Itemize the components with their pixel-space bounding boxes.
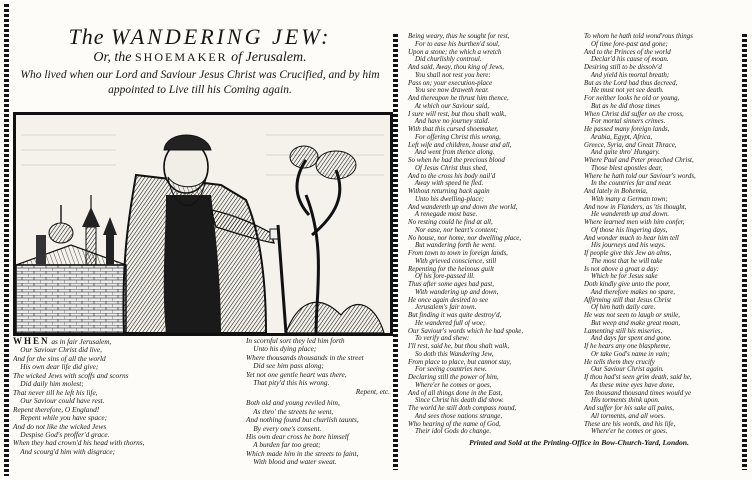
woodcut-illustration xyxy=(13,112,393,336)
ballad-subtitle xyxy=(14,49,386,66)
subtitle-prefix: Or, the xyxy=(93,50,135,65)
right-column-rule xyxy=(742,34,747,470)
ballad-description: Who lived when our Lord and Saviour Jesus Christ was Crucified, and by him appointed to Live till his Coming again. xyxy=(20,69,380,96)
title-caps: WANDERING JEW: xyxy=(111,24,332,49)
repent-refrain: Repent, etc. xyxy=(355,386,390,396)
right-column-1: Being weary, thus he sought for rest, For to ease his burthen'd soul, Upon a stone; the which a wretch Did churlishly controul. And said, Away, thou king of Jews, You shall not rest you here: Pass on; your execution-place You see now draweth near. And thereupon he thrust him thence, At which our Saviour said, I sure will rest, but thou shalt walk, And have no journey staid. With that this cursed shoemaker, For offering Christ this wrong, Left wife and children, house and all, And went from thence along. So when he had the precious blood Of Jesus Christ thus shed, And to the cross his body nail'd Away with speed he fled. Without returning back again Unto his dwelling-place; And wandereth up and down the world, A renegade most base. No resting could he find at all, Nor ease, nor heart's content; No house, nor home, nor dwelling place, But wandering forth he went. From town to town in foreign lands, With grieved conscience, still Repenting for the heinous guilt Of his fore-passed ill. Thus after some ages had past, With wandering up and down, He once again desired to see Jerusalem's fair town. But finding it was quite destroy'd, He wandered full of woe; Our Saviour's words which he had spoke, To verify and shew: I'll rest, said he, but thou shalt walk, So doth this Wandering Jew, From place to place, but cannot stay, For seeing countries new. Declaring still the power of him, Where'er he comes or goes, And of all things done in the East, Since Christ his death did show. The world he still doth compass round, And sees those nations strange, Who hearing of the name of God, Their idol Gods do change. xyxy=(408,32,524,436)
drop-cap: WHEN xyxy=(13,336,50,346)
ballad-column-2 xyxy=(246,337,394,467)
woodcut-drawing xyxy=(16,115,390,333)
ballad-title xyxy=(14,26,386,48)
subtitle-caps: SHOEMAKER xyxy=(135,50,228,64)
ballad-header xyxy=(14,26,386,98)
ballad-verse-3: Both old and young reviled him, As thro' the streets he went, And nothing found but churlish taunts, By every one's consent. His own dear cross he bore himself A burden far too great; Which made him in the streets to faint, With blood and water sweat. xyxy=(246,398,359,467)
right-column-2: To whom he hath told wond'rous things Of time fore-past and gone; And to the Princes of the world Declar'd his cause of moan. Desiring still to be dissolv'd And yield his mortal breath; But as the Lord had thus decreed, He must not yet see death. For neither looks he old or young, But as he did those times When Christ did suffer on the cross, For mortal sinners crimes. He passed many foreign lands, Arabia, Egypt, Africa, Greece, Syria, and Great Thrace, And quite thro' Hungary. Where Paul and Peter preached Christ, Those blest apostles dear, Where he hath told our Saviour's words, In the countries far and near. And lately in Bohemia, With many a German town; And now in Flanders, as 'tis thought, He wandereth up and down. Where learned men with him confer, Of those his lingering days, And wonder much to hear him tell His journeys and his ways. If people give this Jew an alms, The most that he will take Is not above a groat a day: Which he for Jesus sake Doth kindly give unto the poor, And therefore makes no spare, Affirming still that Jesus Christ Of him hath daily care. He was not seen to laugh or smile, But weep and make great moan, Lamenting still his miseries, And days far spent and gone. If he hears any one blaspheme, Or take God's name in vain; He tells them they crucify Our Saviour Christ again. If thou had'st seen grim death, said he, As these mine eyes have done, Ten thousand thousand times would ye His torments think upon. And suffer for his sake all pains, All torments, and all woes. These are his words, and his life, Where'er he comes or goes. xyxy=(584,32,696,436)
ballad-verse-1: as in fair Jerusalem, Our Saviour Christ did live, And for the sins of all the world His own dear life did give; The wicked Jews with scoffs and scorns Did daily him molest; That never till he left his life, Our Saviour could have rest. Repent therefore, O England! Repent while you have space; And do not like the wicked Jews Despise God's proffer'd grace. When they had crown'd his head with thorns, And scourg'd him with disgrace; xyxy=(13,337,145,456)
subtitle-suffix: of Jerusalem. xyxy=(227,50,307,65)
ballad-verse-2: In scornful sort they led him forth Unto his dying place; Where thousands thousands in the street Did see him pass along; Yet not one gentle heart was there, That pity'd this his wrong. xyxy=(246,336,364,388)
ballad-column-1 xyxy=(13,337,238,456)
printer-imprint: Printed and Sold at the Printing-Office in Bow-Church-Yard, London. xyxy=(469,438,689,447)
left-border-rule xyxy=(4,4,9,476)
title-prefix: The xyxy=(68,24,111,49)
